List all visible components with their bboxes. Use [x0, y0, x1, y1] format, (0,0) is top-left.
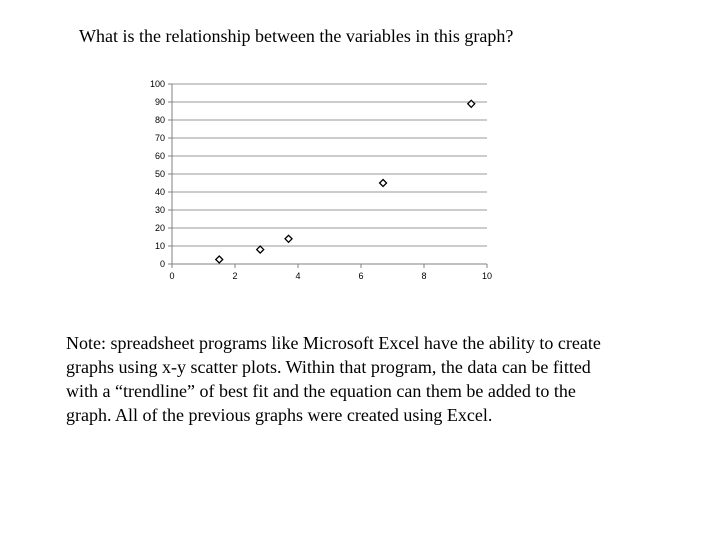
x-tick-label: 10: [481, 271, 493, 281]
data-point: [468, 100, 475, 107]
note-paragraph: Note: spreadsheet programs like Microsoft Excel have the ability to create graphs using x-y scatter plots. Within that program, the data can be fitted with a “trendline” of best fit and the equation can them be added to the graph. All of the previous graphs were created using Excel.: [66, 333, 601, 425]
y-tick-label: 10: [154, 241, 165, 251]
x-tick-label: 2: [232, 271, 238, 281]
y-tick-label: 90: [154, 97, 165, 107]
x-tick-label: 0: [169, 271, 175, 281]
y-tick-label: 50: [154, 169, 165, 179]
data-point: [216, 256, 223, 263]
data-point: [257, 246, 264, 253]
y-tick-labels: [150, 79, 165, 269]
y-tick-label: 0: [159, 259, 165, 269]
x-tick-label: 8: [421, 271, 427, 281]
question-title: What is the relationship between the variables in this graph?: [79, 26, 514, 46]
gridlines: [172, 84, 487, 246]
axes: [168, 84, 487, 268]
y-tick-label: 70: [154, 133, 165, 143]
y-tick-label: 60: [154, 151, 165, 161]
data-points: [216, 100, 475, 263]
x-tick-label: 4: [295, 271, 301, 281]
y-tick-label: 80: [154, 115, 165, 125]
x-tick-labels: [169, 271, 492, 281]
y-tick-label: 20: [154, 223, 165, 233]
y-tick-label: 40: [154, 187, 165, 197]
y-tick-label: 30: [154, 205, 165, 215]
y-tick-label: 100: [149, 79, 165, 89]
data-point: [285, 235, 292, 242]
data-point: [380, 180, 387, 187]
x-tick-label: 6: [358, 271, 364, 281]
